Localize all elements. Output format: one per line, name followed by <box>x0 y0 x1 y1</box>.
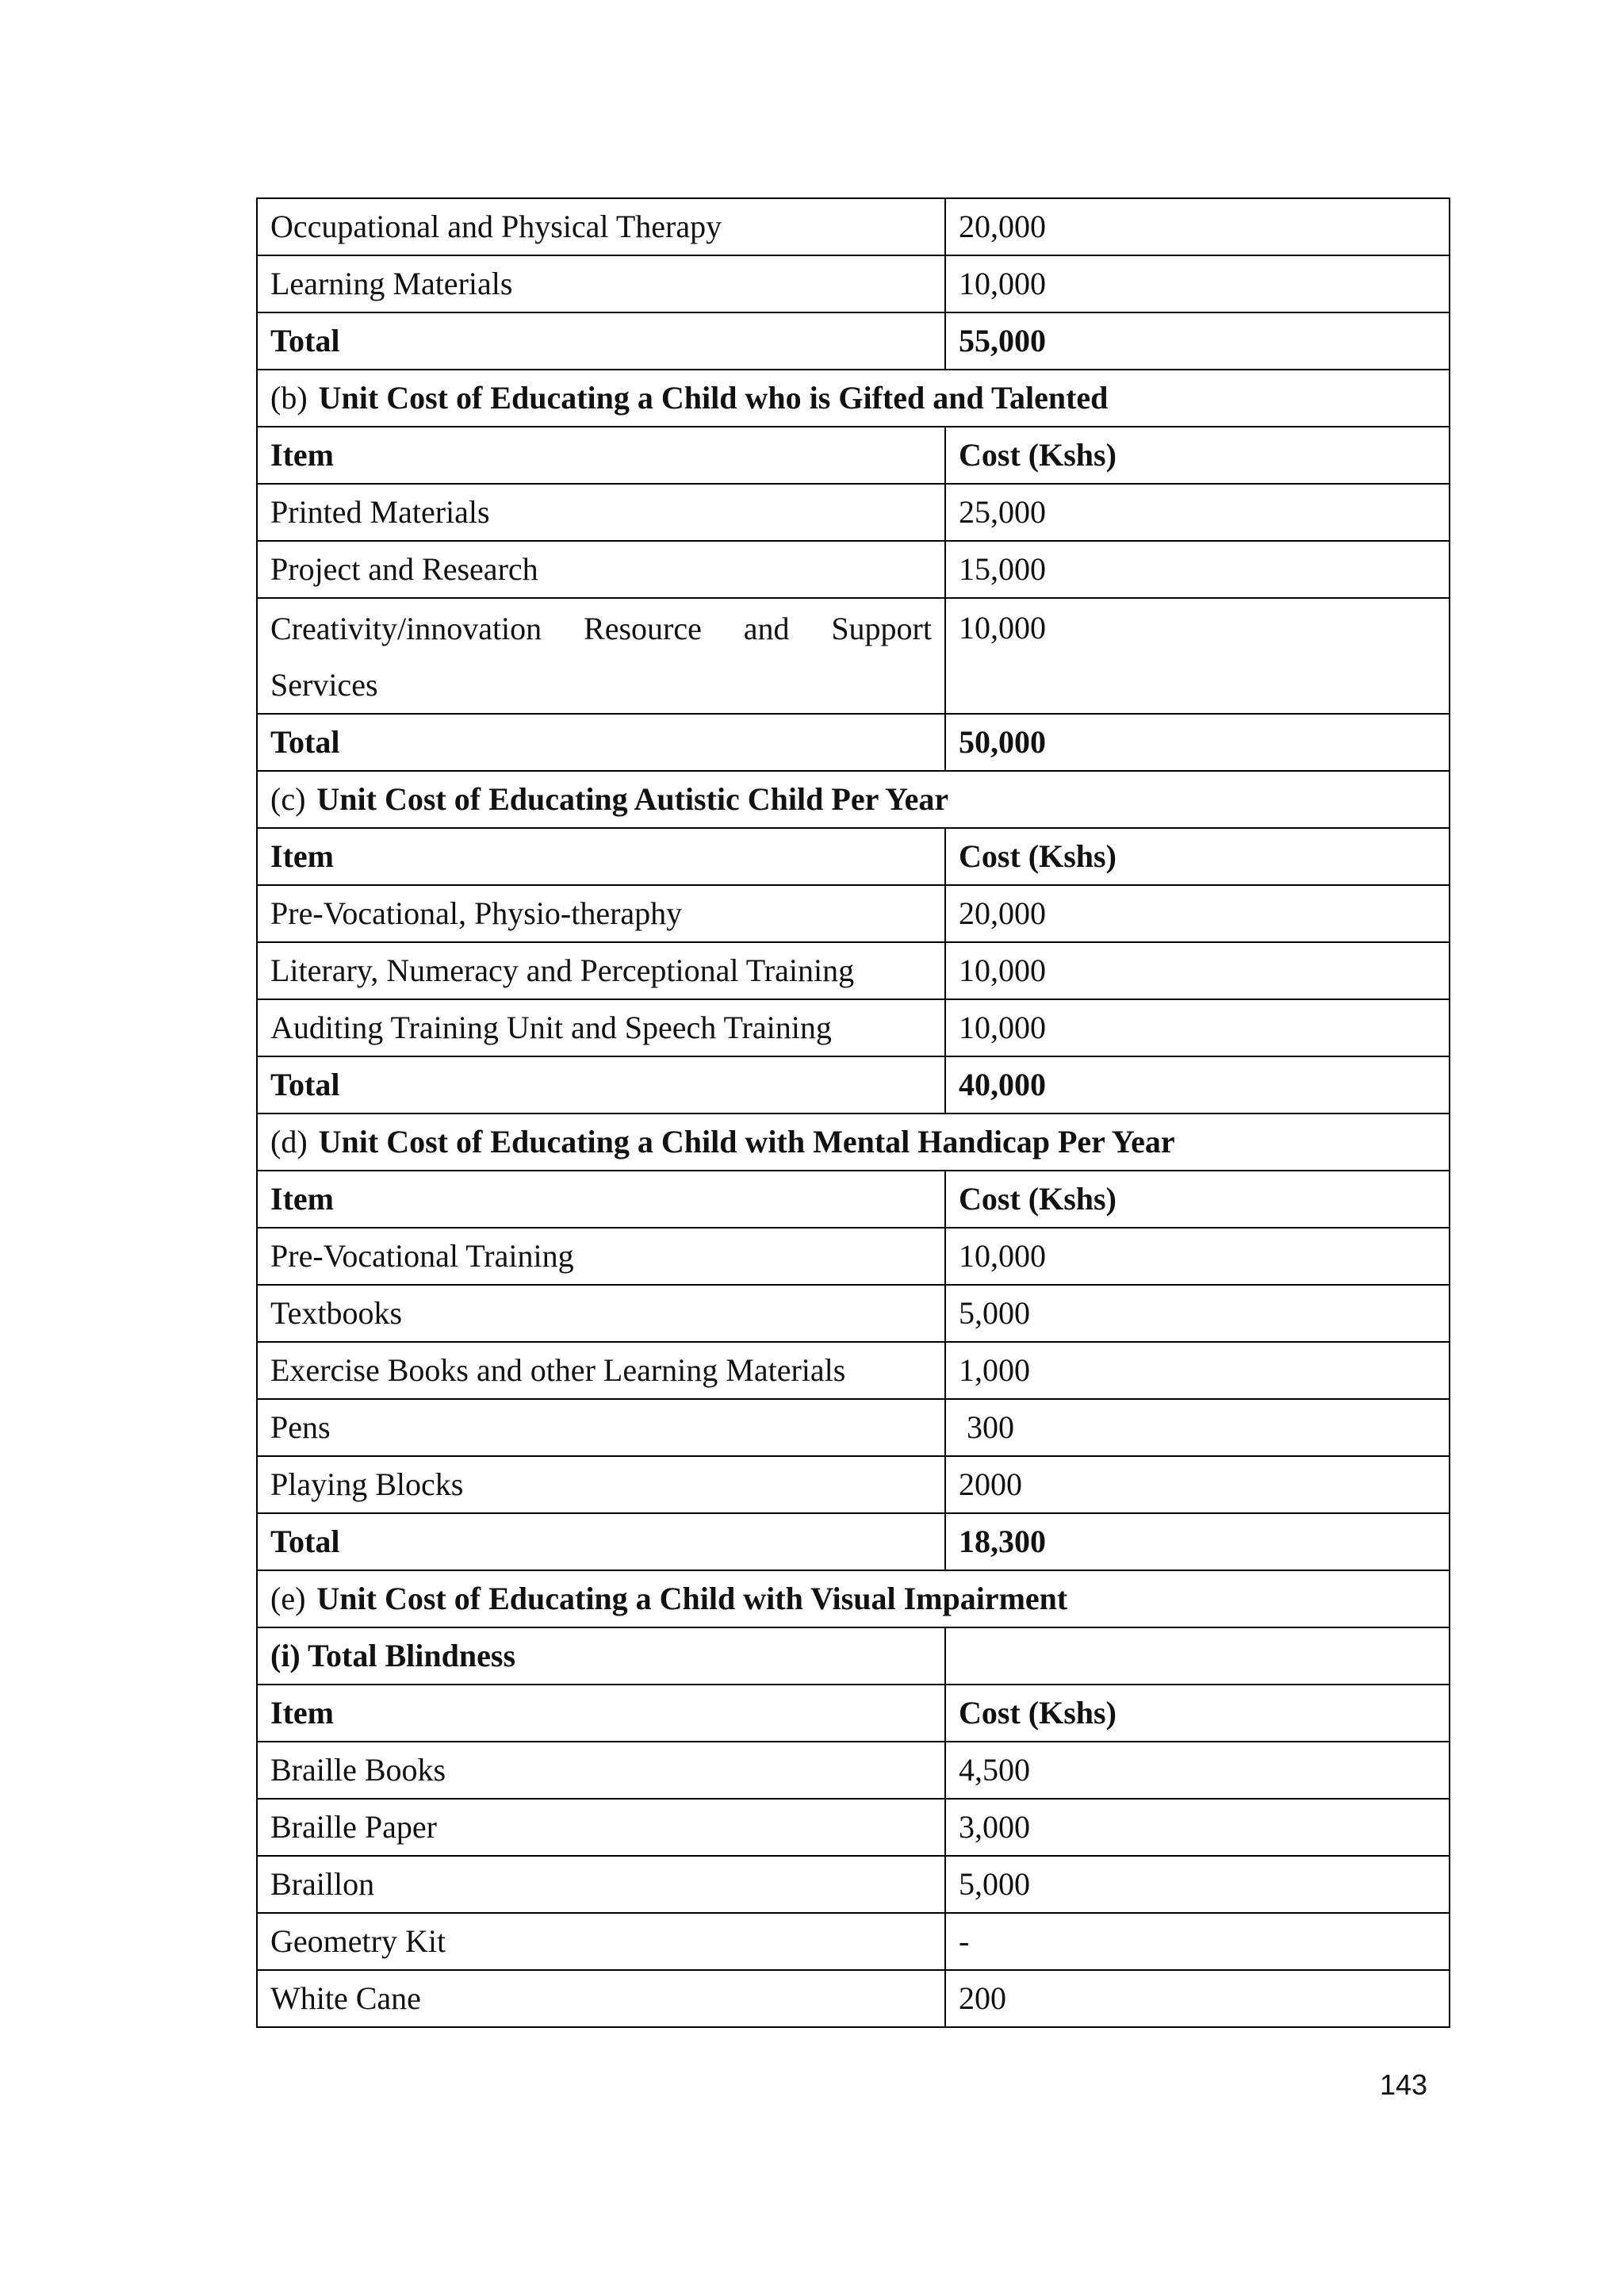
cost-cell: 10,000 <box>945 999 1450 1056</box>
table-row <box>257 1856 1450 1913</box>
total-label: Total <box>257 312 945 370</box>
total-label: Total <box>257 714 945 771</box>
cost-cell: 20,000 <box>945 885 1450 942</box>
total-value: 40,000 <box>945 1056 1450 1114</box>
item-cell-line-2: Services <box>270 667 378 703</box>
cost-column-header: Cost (Kshs) <box>945 1171 1450 1228</box>
empty-cell <box>945 1627 1450 1685</box>
table-row <box>257 1970 1450 2027</box>
total-row <box>257 1056 1450 1114</box>
section-letter: (d) <box>270 1124 308 1159</box>
column-header-row <box>257 828 1450 885</box>
table-row <box>257 1228 1450 1285</box>
cost-cell: 5,000 <box>945 1285 1450 1342</box>
cost-cell: 4,500 <box>945 1742 1450 1799</box>
cost-cell: 25,000 <box>945 484 1450 541</box>
table-row <box>257 255 1450 312</box>
cost-cell: 3,000 <box>945 1799 1450 1856</box>
total-row <box>257 714 1450 771</box>
cost-cell: 1,000 <box>945 1342 1450 1399</box>
section-title: Unit Cost of Educating a Child who is Gifted and Talented <box>318 380 1109 416</box>
cost-cell: 300 <box>945 1399 1450 1456</box>
item-cell: Pens <box>257 1399 945 1456</box>
total-value: 50,000 <box>945 714 1450 771</box>
cost-column-header: Cost (Kshs) <box>945 828 1450 885</box>
section-letter: (c) <box>270 781 306 817</box>
item-cell: Playing Blocks <box>257 1456 945 1513</box>
total-value: 18,300 <box>945 1513 1450 1570</box>
table-row <box>257 484 1450 541</box>
section-heading <box>257 1114 1450 1171</box>
section-heading <box>257 370 1450 427</box>
table-row <box>257 1799 1450 1856</box>
table-row <box>257 541 1450 598</box>
column-header-row <box>257 1171 1450 1228</box>
section-heading <box>257 1570 1450 1627</box>
section-heading-row <box>257 1114 1450 1171</box>
item-cell: Exercise Books and other Learning Materials <box>257 1342 945 1399</box>
total-value: 55,000 <box>945 312 1450 370</box>
section-title: Unit Cost of Educating a Child with Mental Handicap Per Year <box>318 1124 1175 1159</box>
cost-cell: 2000 <box>945 1456 1450 1513</box>
table-row <box>257 598 1450 714</box>
subsection-title: (i) Total Blindness <box>257 1627 945 1685</box>
table-row <box>257 942 1450 999</box>
cost-column-header: Cost (Kshs) <box>945 1685 1450 1742</box>
section-letter: (e) <box>270 1581 306 1616</box>
total-label: Total <box>257 1513 945 1570</box>
item-column-header: Item <box>257 1685 945 1742</box>
table-row <box>257 198 1450 255</box>
section-heading-row <box>257 1570 1450 1627</box>
item-cell: Printed Materials <box>257 484 945 541</box>
cost-cell: 5,000 <box>945 1856 1450 1913</box>
item-cell: Braillon <box>257 1856 945 1913</box>
cost-cell: 200 <box>945 1970 1450 2027</box>
page-number: 143 <box>1380 2068 1428 2101</box>
total-label: Total <box>257 1056 945 1114</box>
item-cell: White Cane <box>257 1970 945 2027</box>
total-row <box>257 1513 1450 1570</box>
section-heading <box>257 771 1450 828</box>
item-cell: Literary, Numeracy and Perceptional Training <box>257 942 945 999</box>
table-row <box>257 1399 1450 1456</box>
item-cell <box>257 598 945 714</box>
table-row <box>257 1342 1450 1399</box>
cost-column-header: Cost (Kshs) <box>945 427 1450 484</box>
table-row <box>257 999 1450 1056</box>
cost-cell: - <box>945 1913 1450 1970</box>
column-header-row <box>257 1685 1450 1742</box>
item-cell: Braille Paper <box>257 1799 945 1856</box>
section-heading-row <box>257 370 1450 427</box>
section-letter: (b) <box>270 380 308 416</box>
table-row <box>257 1913 1450 1970</box>
item-column-header: Item <box>257 427 945 484</box>
item-cell: Textbooks <box>257 1285 945 1342</box>
cost-cell: 20,000 <box>945 198 1450 255</box>
subsection-row <box>257 1627 1450 1685</box>
item-cell: Geometry Kit <box>257 1913 945 1970</box>
unit-cost-table <box>256 197 1450 2028</box>
table-row <box>257 1285 1450 1342</box>
item-cell: Braille Books <box>257 1742 945 1799</box>
cost-cell: 15,000 <box>945 541 1450 598</box>
cost-cell: 10,000 <box>945 598 1450 714</box>
table-row <box>257 1742 1450 1799</box>
total-row <box>257 312 1450 370</box>
item-cell: Pre-Vocational, Physio-theraphy <box>257 885 945 942</box>
item-cell: Learning Materials <box>257 255 945 312</box>
item-cell: Pre-Vocational Training <box>257 1228 945 1285</box>
column-header-row <box>257 427 1450 484</box>
cost-cell: 10,000 <box>945 942 1450 999</box>
table-row <box>257 885 1450 942</box>
section-heading-row <box>257 771 1450 828</box>
item-cell: Occupational and Physical Therapy <box>257 198 945 255</box>
item-column-header: Item <box>257 1171 945 1228</box>
item-cell: Auditing Training Unit and Speech Training <box>257 999 945 1056</box>
cost-cell: 10,000 <box>945 255 1450 312</box>
table-row <box>257 1456 1450 1513</box>
item-column-header: Item <box>257 828 945 885</box>
section-title: Unit Cost of Educating a Child with Visual Impairment <box>316 1581 1068 1616</box>
section-title: Unit Cost of Educating Autistic Child Per Year <box>316 781 949 817</box>
item-cell-line-1: Creativity/innovation Resource and Support <box>270 611 932 646</box>
item-cell: Project and Research <box>257 541 945 598</box>
cost-cell: 10,000 <box>945 1228 1450 1285</box>
